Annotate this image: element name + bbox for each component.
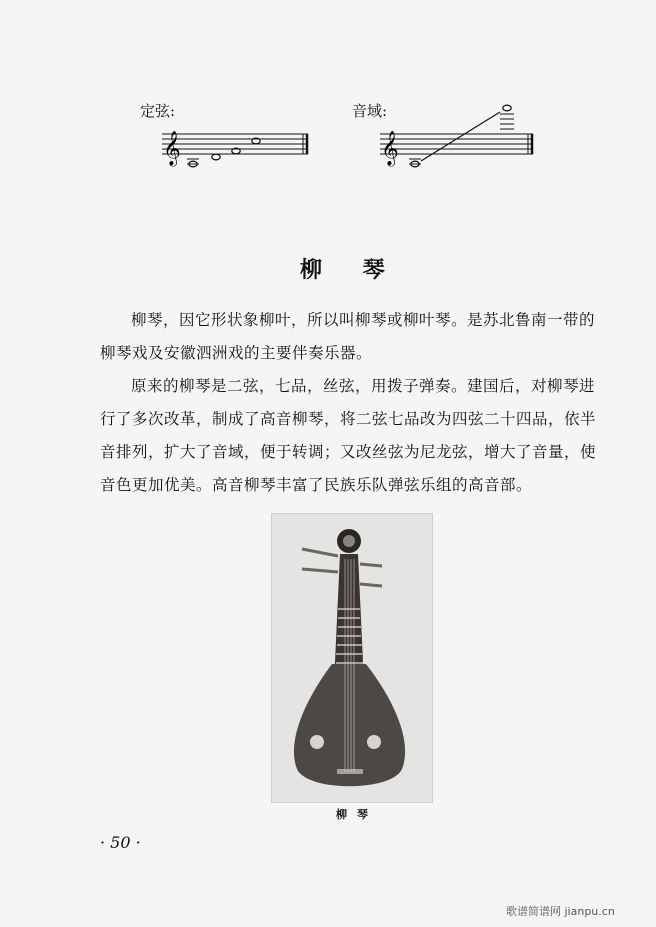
figure-caption: 柳 琴 — [336, 808, 371, 821]
tuning-label: 定弦: — [140, 102, 176, 120]
paragraph: 柳琴，因它形状象柳叶，所以叫柳琴或柳叶琴。是苏北鲁南一带的柳琴戏及安徽泗洲戏的主要伴奏乐器。 — [100, 311, 596, 362]
tuning-staff — [160, 128, 312, 178]
page-number: · 50 · — [100, 833, 141, 852]
note-head — [503, 105, 511, 111]
range-label: 音域: — [352, 102, 388, 120]
range-staff — [378, 100, 538, 180]
note-head — [212, 154, 220, 160]
treble-clef-icon: 𝄞 — [163, 131, 181, 166]
watermark: 歌谱简谱网 jianpu.cn — [506, 905, 615, 918]
paragraph: 原来的柳琴是二弦，七品，丝弦，用拨子弹奏。建国后，对柳琴进行了多次改革，制成了高音柳琴，将二弦七品改为四弦二十四品，依半音排列，扩大了音域，便于转调；又改丝弦为尼龙弦，增大了音量，使音色更加优美。高音柳琴丰富了民族乐队弹弦乐组的高音部。 — [100, 377, 597, 494]
body-text — [100, 304, 610, 502]
instrument-photo — [271, 513, 433, 803]
liuqin-image — [272, 514, 432, 802]
treble-clef-icon: 𝄞 — [381, 131, 399, 166]
section-title: 柳 琴 — [300, 257, 387, 283]
